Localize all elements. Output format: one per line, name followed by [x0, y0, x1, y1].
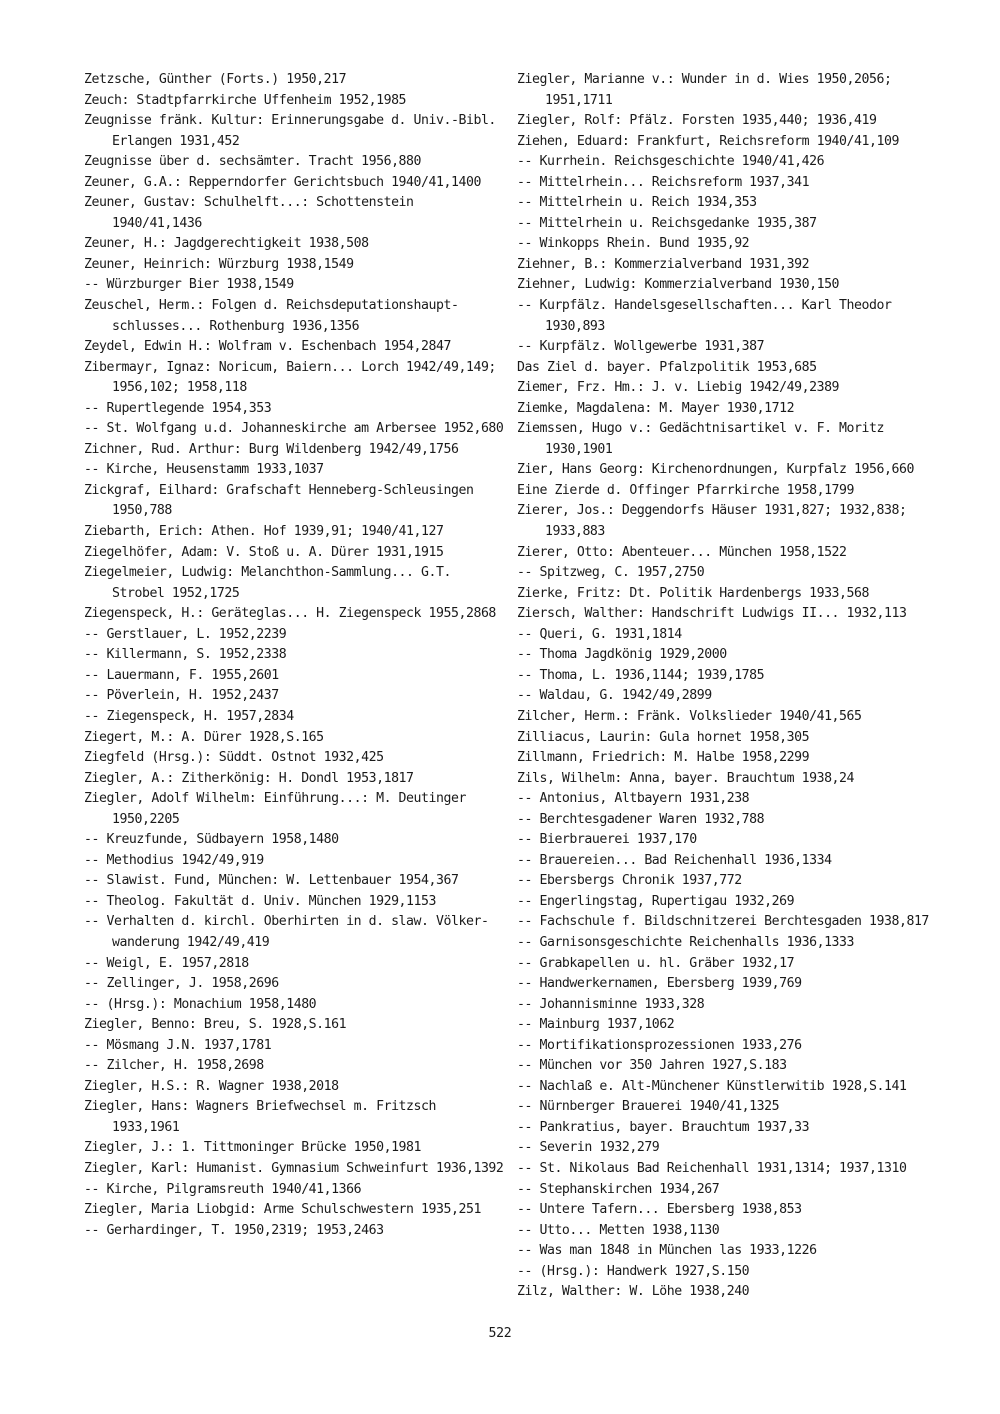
index-entry: -- Johannisminne 1933,328 — [517, 996, 705, 1012]
index-entry: Ziegler, Karl: Humanist. Gymnasium Schweinfurt 1936,1392 — [84, 1160, 504, 1176]
index-entry: -- Mainburg 1937,1062 — [517, 1017, 675, 1033]
index-entry: -- Was man 1848 in München las 1933,1226 — [517, 1243, 817, 1259]
index-entry: -- Fachschule f. Bildschnitzerei Berchtesgaden 1938,817 — [517, 914, 929, 930]
index-entry: Zickgraf, Eilhard: Grafschaft Henneberg-Schleusingen 1950,788 — [84, 482, 474, 519]
index-entry: -- Pöverlein, H. 1952,2437 — [84, 688, 279, 704]
index-entry: -- Mittelrhein... Reichsreform 1937,341 — [517, 174, 810, 190]
index-entry: -- Slawist. Fund, München: W. Lettenbauer 1954,367 — [84, 873, 459, 889]
index-entry: -- Grabkapellen u. hl. Gräber 1932,17 — [517, 955, 795, 971]
index-entry: Ziegert, M.: A. Dürer 1928,S.165 — [84, 729, 324, 745]
index-entry: Ziegler, Hans: Wagners Briefwechsel m. Fritzsch 1933,1961 — [84, 1099, 437, 1135]
index-entry: -- Kurpfälz. Handelsgesellschaften... Karl Theodor 1930,893 — [517, 298, 892, 334]
index-entry: Ziemke, Magdalena: M. Mayer 1930,1712 — [517, 400, 795, 416]
index-entry: Zetzsche, Günther (Forts.) 1950,217 — [84, 72, 347, 87]
index-entry: -- Gerhardinger, T. 1950,2319; 1953,2463 — [84, 1222, 384, 1238]
index-entry: Zeuner, G.A.: Repperndorfer Gerichtsbuch 1940/41,1400 — [84, 174, 481, 190]
index-entry: Zeuner, H.: Jagdgerechtigkeit 1938,508 — [84, 236, 369, 252]
index-entry: Zierer, Otto: Abenteuer... München 1958,1522 — [517, 544, 847, 560]
index-entry: -- Theolog. Fakultät d. Univ. München 1929,1153 — [84, 893, 437, 909]
index-entry: -- Queri, G. 1931,1814 — [517, 626, 682, 642]
index-entry: Zillmann, Friedrich: M. Halbe 1958,2299 — [517, 750, 810, 766]
index-entry: -- Nachlaß e. Alt-Münchener Künstlerwitib 1928,S.141 — [517, 1078, 907, 1094]
index-entry: Zier, Hans Georg: Kirchenordnungen, Kurpfalz 1956,660 — [517, 462, 914, 478]
index-entry: Ziegler, Rolf: Pfälz. Forsten 1935,440; 1936,419 — [517, 113, 877, 129]
index-entry: Ziehner, Ludwig: Kommerzialverband 1930,150 — [517, 277, 840, 293]
index-entry: -- Kirche, Heusenstamm 1933,1037 — [84, 462, 324, 478]
index-entry: Ziehen, Eduard: Frankfurt, Reichsreform 1940/41,109 — [517, 133, 899, 149]
index-entry: -- St. Nikolaus Bad Reichenhall 1931,1314; 1937,1310 — [517, 1160, 907, 1176]
index-entry: -- Kreuzfunde, Südbayern 1958,1480 — [84, 832, 339, 848]
index-entry: -- Bierbrauerei 1937,170 — [517, 832, 697, 848]
page-number: 522 — [488, 1326, 512, 1341]
index-entry: Zierke, Fritz: Dt. Politik Hardenbergs 1933,568 — [517, 585, 870, 601]
index-entry: Zeuner, Heinrich: Würzburg 1938,1549 — [84, 256, 354, 272]
index-entry: -- Severin 1932,279 — [517, 1140, 660, 1156]
index-entry: Zeugnisse fränk. Kultur: Erinnerungsgabe d. Univ.-Bibl. Erlangen 1931,452 — [84, 113, 496, 149]
index-entry: Ziegler, Benno: Breu, S. 1928,S.161 — [84, 1017, 347, 1033]
index-entry: -- Garnisonsgeschichte Reichenhalls 1936,1333 — [517, 934, 855, 950]
index-entry: Ziegler, Adolf Wilhelm: Einführung...: M. Deutinger 1950,2205 — [84, 791, 466, 827]
index-entry: -- Kurrhein. Reichsgeschichte 1940/41,426 — [517, 154, 825, 170]
index-entry: -- Antonius, Altbayern 1931,238 — [517, 791, 750, 807]
index-entry: Zierer, Jos.: Deggendorfs Häuser 1931,827; 1932,838; 1933,883 — [517, 503, 907, 540]
index-entry: -- Waldau, G. 1942/49,2899 — [517, 688, 712, 704]
index-entry: -- Würzburger Bier 1938,1549 — [84, 277, 294, 293]
index-entry: Ziegler, Marianne v.: Wunder in d. Wies 1950,2056; 1951,1711 — [517, 72, 892, 108]
index-entry: -- Brauereien... Bad Reichenhall 1936,1334 — [517, 852, 832, 868]
index-entry: Ziegler, H.S.: R. Wagner 1938,2018 — [84, 1078, 339, 1094]
index-entry: -- Lauermann, F. 1955,2601 — [84, 667, 279, 683]
index-entry: -- Stephanskirchen 1934,267 — [517, 1181, 720, 1197]
index-entry: -- Mösmang J.N. 1937,1781 — [84, 1037, 272, 1053]
index-entry: -- Utto... Metten 1938,1130 — [517, 1222, 720, 1238]
index-entry: -- Winkopps Rhein. Bund 1935,92 — [517, 236, 750, 252]
index-entry: -- Zellinger, J. 1958,2696 — [84, 976, 279, 992]
index-entry: -- Pankratius, bayer. Brauchtum 1937,33 — [517, 1119, 810, 1135]
index-entry: -- Mittelrhein u. Reich 1934,353 — [517, 195, 757, 211]
index-entry: Zichner, Rud. Arthur: Burg Wildenberg 1942/49,1756 — [84, 441, 459, 457]
index-entry: -- (Hrsg.): Monachium 1958,1480 — [84, 996, 317, 1012]
index-entry: -- Killermann, S. 1952,2338 — [84, 647, 287, 663]
index-entry: Ziersch, Walther: Handschrift Ludwigs II... 1932,113 — [517, 606, 907, 622]
index-entry: Das Ziel d. bayer. Pfalzpolitik 1953,685 — [517, 359, 817, 375]
index-entry: Zeuschel, Herm.: Folgen d. Reichsdeputationshaupt-schlusses... Rothenburg 1936,1356 — [84, 298, 459, 334]
index-entry: -- Ziegenspeck, H. 1957,2834 — [84, 708, 294, 724]
index-entry: Zeydel, Edwin H.: Wolfram v. Eschenbach 1954,2847 — [84, 339, 451, 355]
index-entry: -- Zilcher, H. 1958,2698 — [84, 1058, 264, 1074]
index-entry: -- Nürnberger Brauerei 1940/41,1325 — [517, 1099, 780, 1115]
left-index-column — [84, 70, 509, 1241]
index-entry: Ziegfeld (Hrsg.): Süddt. Ostnot 1932,425 — [84, 750, 384, 766]
index-entry: Ziegler, A.: Zitherkönig: H. Dondl 1953,1817 — [84, 770, 414, 786]
index-entry: -- Untere Tafern... Ebersberg 1938,853 — [517, 1202, 802, 1218]
index-entry: Ziegelmeier, Ludwig: Melanchthon-Sammlung... G.T. Strobel 1952,1725 — [84, 565, 451, 601]
index-entry: -- St. Wolfgang u.d. Johanneskirche am Arbersee 1952,680 — [84, 421, 504, 437]
index-entry: Ziemer, Frz. Hm.: J. v. Liebig 1942/49,2389 — [517, 380, 840, 396]
index-entry: -- Handwerkernamen, Ebersberg 1939,769 — [517, 976, 802, 992]
index-entry: Ziemssen, Hugo v.: Gedächtnisartikel v. F. Moritz 1930,1901 — [517, 421, 884, 457]
right-index-column — [517, 70, 957, 1303]
index-entry: -- Methodius 1942/49,919 — [84, 852, 264, 868]
index-entry: Zeugnisse über d. sechsämter. Tracht 1956,880 — [84, 154, 422, 170]
index-entry: -- Kurpfälz. Wollgewerbe 1931,387 — [517, 339, 765, 355]
index-entry: -- München vor 350 Jahren 1927,S.183 — [517, 1058, 787, 1074]
index-entry: Ziegler, J.: 1. Tittmoninger Brücke 1950,1981 — [84, 1140, 422, 1156]
index-entry: -- Gerstlauer, L. 1952,2239 — [84, 626, 287, 642]
index-entry: -- Rupertlegende 1954,353 — [84, 400, 272, 416]
index-entry: Ziebarth, Erich: Athen. Hof 1939,91; 1940/41,127 — [84, 524, 444, 540]
index-entry: -- Weigl, E. 1957,2818 — [84, 955, 249, 971]
index-entry: Zilz, Walther: W. Löhe 1938,240 — [517, 1284, 750, 1300]
index-entry: -- Mortifikationsprozessionen 1933,276 — [517, 1037, 802, 1053]
index-entry: Zilcher, Herm.: Fränk. Volkslieder 1940/41,565 — [517, 708, 862, 724]
index-entry: Eine Zierde d. Offinger Pfarrkirche 1958,1799 — [517, 482, 855, 498]
index-entry: -- (Hrsg.): Handwerk 1927,S.150 — [517, 1263, 750, 1279]
index-entry: Ziehner, B.: Kommerzialverband 1931,392 — [517, 256, 810, 272]
index-entry: Zils, Wilhelm: Anna, bayer. Brauchtum 1938,24 — [517, 770, 855, 786]
index-entry: Zeuner, Gustav: Schulhelft...: Schottenstein 1940/41,1436 — [84, 195, 414, 231]
index-entry: Zibermayr, Ignaz: Noricum, Baiern... Lorch 1942/49,149; 1956,102; 1958,118 — [84, 359, 496, 396]
index-entry: Ziegler, Maria Liobgid: Arme Schulschwestern 1935,251 — [84, 1202, 481, 1218]
index-entry: Ziegenspeck, H.: Geräteglas... H. Ziegenspeck 1955,2868 — [84, 606, 496, 622]
index-entry: -- Ebersbergs Chronik 1937,772 — [517, 873, 742, 889]
index-entry: -- Spitzweg, C. 1957,2750 — [517, 565, 705, 581]
index-entry: Zeuch: Stadtpfarrkirche Uffenheim 1952,1985 — [84, 92, 407, 108]
index-entry: -- Kirche, Pilgramsreuth 1940/41,1366 — [84, 1181, 362, 1197]
index-entry: Zilliacus, Laurin: Gula hornet 1958,305 — [517, 729, 810, 745]
index-entry: -- Thoma, L. 1936,1144; 1939,1785 — [517, 667, 765, 683]
index-entry: -- Thoma Jagdkönig 1929,2000 — [517, 647, 727, 663]
index-entry: Ziegelhöfer, Adam: V. Stoß u. A. Dürer 1931,1915 — [84, 544, 444, 560]
index-entry: -- Berchtesgadener Waren 1932,788 — [517, 811, 765, 827]
index-entry: -- Verhalten d. kirchl. Oberhirten in d. slaw. Völker-wanderung 1942/49,419 — [84, 914, 489, 950]
index-entry: -- Engerlingstag, Rupertigau 1932,269 — [517, 893, 795, 909]
index-entry: -- Mittelrhein u. Reichsgedanke 1935,387 — [517, 215, 817, 231]
